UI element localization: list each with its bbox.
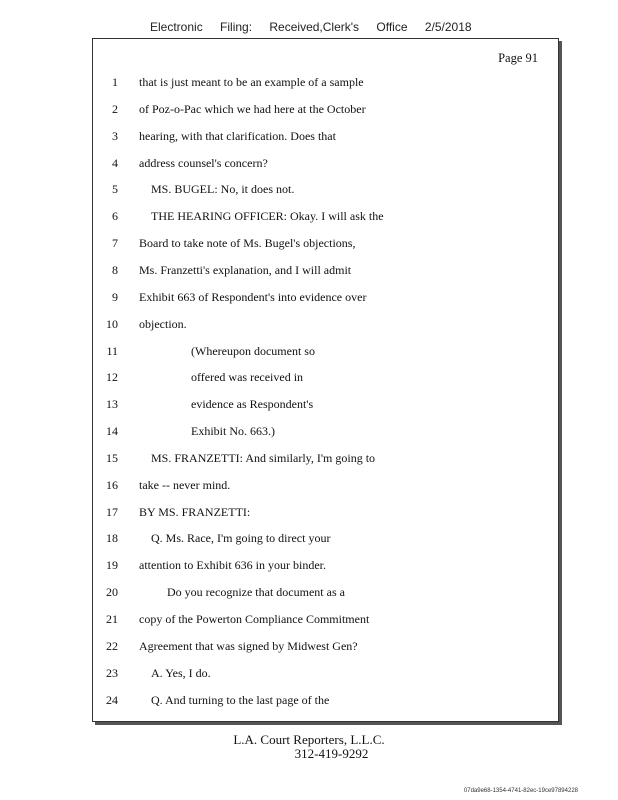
transcript-line (93, 260, 558, 280)
transcript-line (93, 609, 558, 629)
line-number: 1 (112, 75, 118, 89)
electronic-filing-stamp (150, 20, 486, 34)
line-number: 17 (106, 504, 118, 519)
footer (0, 733, 618, 761)
line-text: address counsel's concern? (139, 155, 268, 170)
line-text: Ms. Franzetti's explanation, and I will admit (139, 262, 352, 277)
transcript-line (93, 582, 558, 602)
transcript-line (93, 555, 558, 575)
line-text: evidence as Respondent's (191, 397, 314, 412)
page-number: Page 91 (498, 51, 538, 65)
transcript-line (93, 448, 558, 468)
transcript-line (93, 341, 558, 361)
line-text: THE HEARING OFFICER: Okay. I will ask the (151, 209, 384, 224)
line-number: 12 (106, 370, 118, 385)
footer-company: L.A. Court Reporters, L.L.C. (233, 732, 385, 747)
line-text: Q. Ms. Race, I'm going to direct your (151, 531, 331, 546)
stamp-part: Received,Clerk's (269, 20, 360, 34)
transcript-line (93, 394, 558, 414)
line-number: 13 (106, 397, 118, 412)
line-number: 11 (106, 343, 118, 358)
line-number: 18 (106, 531, 118, 546)
transcript-page (92, 38, 559, 722)
stamp-date: 2/5/2018 (424, 20, 472, 34)
transcript-line (93, 636, 558, 656)
line-text: BY MS. FRANZETTI: (139, 504, 251, 519)
line-number: 24 (106, 692, 118, 707)
line-text: MS. FRANZETTI: And similarly, I'm going to (151, 450, 376, 465)
line-text: hearing, with that clarification. Does that (139, 128, 336, 143)
stamp-part: Office (376, 20, 408, 34)
stamp-part: Electronic (150, 20, 203, 34)
line-text: objection. (139, 316, 187, 331)
line-text: MS. BUGEL: No, it does not. (151, 182, 295, 197)
document-id: 07da9e68-1354-4741-82ec-19ce97894228 (463, 788, 578, 794)
line-number: 20 (106, 585, 118, 600)
transcript-line (93, 663, 558, 683)
line-number: 23 (106, 665, 118, 680)
transcript-line (93, 126, 558, 146)
line-number: 2 (112, 101, 118, 116)
stamp-part: Filing: (220, 20, 253, 34)
line-text: that is just meant to be an example of a sample (139, 75, 364, 89)
line-text: offered was received in (191, 370, 304, 385)
line-text: Board to take note of Ms. Bugel's objections, (139, 236, 356, 251)
transcript-line (93, 421, 558, 441)
line-number: 16 (106, 477, 118, 492)
line-text: Do you recognize that document as a (167, 585, 345, 600)
transcript-line (93, 153, 558, 173)
line-number: 3 (112, 128, 118, 143)
line-number: 5 (112, 182, 118, 197)
transcript-line (93, 690, 558, 710)
transcript-line (93, 475, 558, 495)
line-number: 4 (112, 155, 118, 170)
transcript-line (93, 72, 558, 92)
line-number: 15 (106, 450, 118, 465)
line-text: A. Yes, I do. (151, 665, 211, 680)
line-number: 22 (106, 638, 118, 653)
transcript-line (93, 367, 558, 387)
line-number: 21 (106, 612, 118, 626)
transcript-line (93, 502, 558, 522)
line-text: take -- never mind. (139, 477, 231, 492)
line-text: copy of the Powerton Compliance Commitment (139, 612, 370, 626)
line-number: 9 (112, 289, 118, 304)
transcript-line (93, 233, 558, 253)
line-number: 8 (112, 262, 118, 277)
line-text: Agreement that was signed by Midwest Gen? (139, 638, 358, 653)
transcript-line (93, 314, 558, 334)
line-text: Exhibit 663 of Respondent's into evidence over (139, 289, 367, 304)
line-text: attention to Exhibit 636 in your binder. (139, 558, 326, 573)
line-number: 10 (106, 316, 118, 331)
line-text: (Whereupon document so (191, 343, 315, 358)
line-number: 6 (112, 209, 118, 224)
line-number: 14 (106, 424, 118, 439)
transcript-line (93, 99, 558, 119)
line-number: 7 (112, 236, 118, 251)
line-text: Q. And turning to the last page of the (151, 692, 330, 707)
transcript-line (93, 206, 558, 226)
line-number: 19 (106, 558, 118, 573)
line-text: of Poz-o-Pac which we had here at the October (139, 101, 366, 116)
footer-phone: 312-419-9292 (294, 746, 369, 761)
line-text: Exhibit No. 663.) (191, 424, 275, 439)
transcript-line (93, 287, 558, 307)
transcript-line (93, 179, 558, 199)
transcript-line (93, 528, 558, 548)
